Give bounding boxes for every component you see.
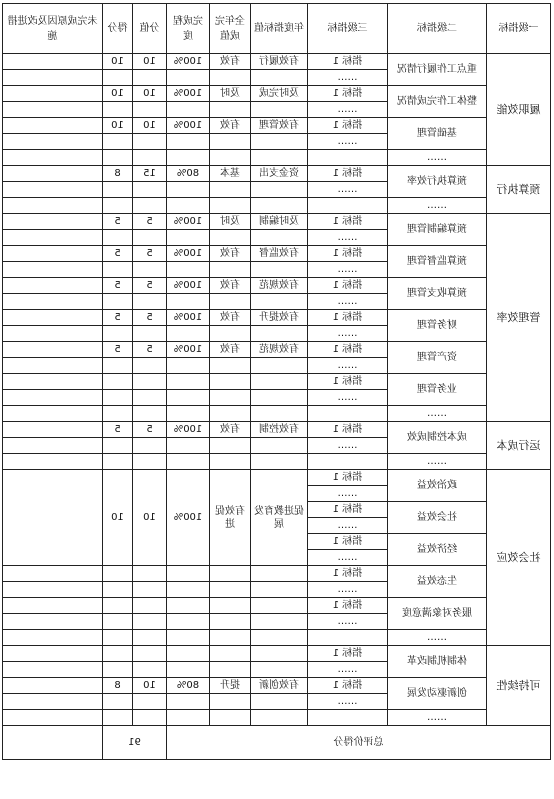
target-cell: 及时编制 [251,214,308,230]
lvl3-cell: 指标 1 [308,646,388,662]
table-row [3,198,551,214]
lvl3-cell: 指标 1 [308,566,388,582]
lvl3-cell: …… [308,134,388,150]
score-cell: 8 [103,678,133,694]
target-cell: 有效规范 [251,342,308,358]
table-row [3,278,551,294]
lvl3-cell: …… [308,182,388,198]
total-score: 91 [103,726,167,760]
table-row [3,310,551,326]
lvl2-cell: 政治效益 [388,470,487,502]
rate-cell: 100% [167,54,210,70]
score-cell: 5 [103,246,133,262]
lvl2-cell: 重点工作履行情况 [388,54,487,86]
target-cell: 资金支出 [251,166,308,182]
lvl3-cell: 指标 1 [308,310,388,326]
rate-cell: 100% [167,118,210,134]
lvl3-cell: 指标 1 [308,54,388,70]
score-cell: 5 [103,310,133,326]
lvl2-cell: 创新驱动发展 [388,678,487,710]
lvl2-cell: …… [388,198,487,214]
score-cell: 5 [103,422,133,438]
reason-cell [3,422,103,438]
target-cell: 有效规范 [251,278,308,294]
header-actual: 全年完成值 [210,4,251,54]
lvl2-cell: …… [388,454,487,470]
header-lvl1: 一级指标 [487,4,551,54]
weight-cell: 5 [133,422,167,438]
performance-evaluation-table [2,3,551,760]
lvl3-cell: …… [308,326,388,342]
table-row [3,406,551,422]
lvl2-cell: 基础管理 [388,118,487,150]
reason-cell [3,86,103,102]
reason-cell [3,342,103,358]
weight-cell: 5 [133,342,167,358]
lvl3-cell: …… [308,582,388,598]
header-lvl3: 三级指标 [308,4,388,54]
table-row [3,646,551,662]
weight-cell: 10 [133,54,167,70]
header-target: 年度指标值 [251,4,308,54]
lvl1-cell: 运行成本 [487,422,551,470]
actual-cell: 基本 [210,166,251,182]
lvl3-cell: …… [308,294,388,310]
rate-cell: 100% [167,310,210,326]
actual-cell: 有效 [210,422,251,438]
table-row [3,630,551,646]
lvl1-cell: 履职效能 [487,54,551,166]
actual-cell: 有效 [210,342,251,358]
score-cell: 5 [103,278,133,294]
rate-cell: 100% [167,214,210,230]
rate-cell: 80% [167,166,210,182]
weight-cell: 10 [133,118,167,134]
lvl3-cell: …… [308,614,388,630]
table-row [3,422,551,438]
table-row [3,54,551,70]
lvl2-cell: 生态效益 [388,566,487,598]
lvl3-cell: 指标 1 [308,470,388,486]
header-row [3,4,551,54]
lvl2-cell: 预算编制管理 [388,214,487,246]
reason-cell [3,678,103,694]
table-row [3,166,551,182]
weight-cell: 15 [133,166,167,182]
score-cell: 5 [103,214,133,230]
score-cell: 8 [103,166,133,182]
score-cell: 10 [103,470,133,566]
lvl3-cell: …… [308,550,388,566]
lvl2-cell: 经济效益 [388,534,487,566]
header-weight: 分值 [133,4,167,54]
lvl3-cell: 指标 1 [308,166,388,182]
reason-cell [3,278,103,294]
lvl3-cell: …… [308,518,388,534]
lvl1-cell: 社会效应 [487,470,551,646]
table-row [3,710,551,726]
target-cell: 及时完成 [251,86,308,102]
total-label: 总评价得分 [167,726,551,760]
rate-cell: 100% [167,86,210,102]
lvl2-cell: 社会效益 [388,502,487,534]
rate-cell: 100% [167,246,210,262]
table-row [3,150,551,166]
lvl3-cell: 指标 1 [308,278,388,294]
total-row [3,726,551,760]
rate-cell: 100% [167,422,210,438]
reason-cell [3,118,103,134]
actual-cell: 提升 [210,678,251,694]
lvl3-cell: 指标 1 [308,118,388,134]
target-cell: 促进教育发展 [251,470,308,566]
header-score: 得分 [103,4,133,54]
target-cell: 有效监督 [251,246,308,262]
weight-cell: 5 [133,278,167,294]
table-row [3,374,551,390]
table-row [3,118,551,134]
lvl2-cell: 业务管理 [388,374,487,406]
lvl2-cell: 预算监督管理 [388,246,487,278]
weight-cell: 10 [133,470,167,566]
lvl2-cell: 财务管理 [388,310,487,342]
table-row [3,598,551,614]
lvl3-cell: …… [308,694,388,710]
header-lvl2: 二级指标 [388,4,487,54]
lvl3-cell: 指标 1 [308,534,388,550]
lvl3-cell: …… [308,70,388,86]
target-cell: 有效提升 [251,310,308,326]
table-row [3,678,551,694]
score-cell: 10 [103,86,133,102]
lvl3-cell: 指标 1 [308,422,388,438]
actual-cell: 有效 [210,278,251,294]
weight-cell: 10 [133,86,167,102]
weight-cell: 5 [133,246,167,262]
lvl2-cell: …… [388,710,487,726]
reason-cell [3,470,103,566]
table-row [3,342,551,358]
lvl2-cell: …… [388,630,487,646]
actual-cell: 及时 [210,86,251,102]
lvl2-cell: 预算执行效率 [388,166,487,198]
reason-cell [3,310,103,326]
lvl1-cell: 管理效率 [487,214,551,422]
lvl2-cell: …… [388,406,487,422]
reason-cell [3,166,103,182]
table-row [3,470,551,486]
reason-cell [3,246,103,262]
lvl2-cell: 预算收支管理 [388,278,487,310]
table-row [3,214,551,230]
lvl3-cell: …… [308,390,388,406]
weight-cell: 10 [133,678,167,694]
score-cell: 10 [103,54,133,70]
target-cell: 有效创新 [251,678,308,694]
total-reason [3,726,103,760]
actual-cell: 有效 [210,118,251,134]
actual-cell: 有效 [210,310,251,326]
actual-cell: 及时 [210,214,251,230]
actual-cell: 有效 [210,54,251,70]
lvl3-cell: …… [308,230,388,246]
lvl3-cell: 指标 1 [308,374,388,390]
rate-cell: 100% [167,470,210,566]
weight-cell: 5 [133,310,167,326]
weight-cell: 5 [133,214,167,230]
lvl2-cell: 服务对象满意度 [388,598,487,630]
score-cell: 5 [103,342,133,358]
lvl2-cell: 体制机制改革 [388,646,487,678]
rate-cell: 80% [167,678,210,694]
target-cell: 有效履行 [251,54,308,70]
actual-cell: 有效促进 [210,470,251,566]
lvl3-cell: 指标 1 [308,246,388,262]
lvl3-cell: 指标 1 [308,86,388,102]
lvl3-cell: …… [308,438,388,454]
target-cell: 有效管理 [251,118,308,134]
lvl3-cell: 指标 1 [308,678,388,694]
reason-cell [3,54,103,70]
lvl3-cell: …… [308,358,388,374]
lvl3-cell: …… [308,662,388,678]
header-reason: 未完成原因及改进措施 [3,4,103,54]
lvl3-cell: …… [308,102,388,118]
reason-cell [3,214,103,230]
rate-cell: 100% [167,278,210,294]
lvl2-cell: …… [388,150,487,166]
lvl3-cell: 指标 1 [308,214,388,230]
rate-cell: 100% [167,342,210,358]
lvl3-cell: 指标 1 [308,502,388,518]
table-row [3,566,551,582]
table-row [3,86,551,102]
lvl3-cell: 指标 1 [308,598,388,614]
table-row [3,454,551,470]
lvl3-cell: …… [308,262,388,278]
lvl1-cell: 预算执行 [487,166,551,214]
header-rate: 完成程度 [167,4,210,54]
lvl3-cell: 指标 1 [308,342,388,358]
lvl2-cell: 资产管理 [388,342,487,374]
lvl2-cell: 成本控制成效 [388,422,487,454]
lvl1-cell: 可持续性 [487,646,551,726]
table-row [3,246,551,262]
score-cell: 10 [103,118,133,134]
target-cell: 有效控制 [251,422,308,438]
lvl3-cell: …… [308,486,388,502]
lvl2-cell: 整体工作完成情况 [388,86,487,118]
actual-cell: 有效 [210,246,251,262]
